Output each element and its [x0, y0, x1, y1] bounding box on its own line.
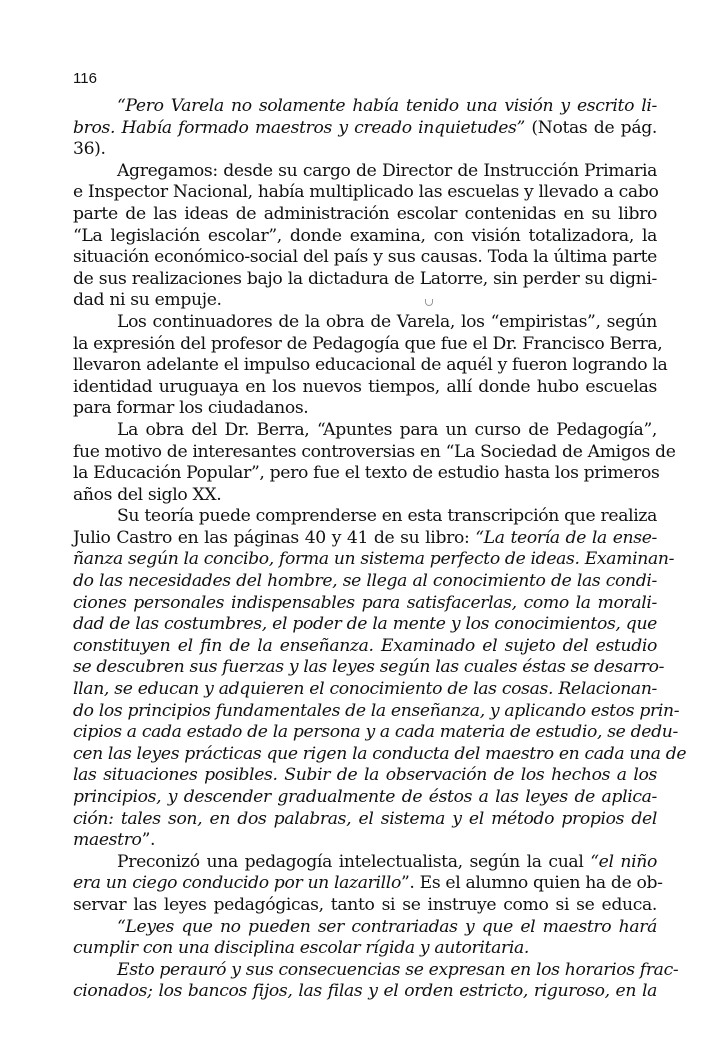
text-line	[73, 830, 657, 852]
text-run: Julio Castro en las páginas 40 y 41 de su libro:	[73, 527, 476, 548]
italic-text-run: cen las leyes prácticas que rigen la conducta del maestro en cada una de	[73, 743, 687, 764]
text-line	[73, 269, 657, 291]
text-line	[73, 377, 657, 399]
italic-text-run: Esto perauró y sus consecuencias se expresan en los horarios frac-	[117, 959, 679, 980]
text-line	[73, 938, 657, 960]
italic-text-run: dad de las costumbres, el poder de la mente y los conocimientos, que	[73, 614, 657, 635]
text-run: Su teoría puede comprenderse en esta transcripción que realiza	[117, 506, 657, 527]
text-run: años del siglo XX.	[73, 484, 222, 505]
text-line	[73, 549, 675, 571]
text-line	[73, 873, 663, 895]
text-line	[73, 852, 657, 874]
text-line	[73, 226, 657, 248]
text-line	[73, 485, 657, 507]
italic-text-run: “el niño	[590, 851, 657, 872]
text-run: Los continuadores de la obra de Varela, los “empiristas”, según	[117, 311, 657, 332]
text-run: de sus realizaciones bajo la dictadura de Latorre, sin perder su digni-	[73, 268, 657, 289]
italic-text-run: constituyen el fin de la enseñanza. Examinado el sujeto del estudio	[73, 635, 657, 656]
text-run: 36).	[73, 139, 106, 160]
italic-text-run: las situaciones posibles. Subir de la observación de los hechos a los	[73, 765, 657, 786]
italic-text-run: do los principios fundamentales de la enseñanza, y aplicando estos prin-	[73, 700, 680, 721]
text-run: parte de las ideas de administración escolar contenidas en su libro	[73, 203, 657, 224]
text-line	[73, 895, 657, 917]
text-run: (Notas de pág.	[524, 117, 657, 138]
text-run: “La legislación escolar”, donde examina, con visión totalizadora, la	[73, 225, 657, 246]
text-line	[73, 204, 657, 226]
text-line	[73, 118, 657, 140]
text-run: servar las leyes pedagógicas, tanto si se instruye como si se educa.	[73, 894, 657, 915]
text-line	[73, 700, 680, 723]
italic-text-run: cionados; los bancos fijos, las filas y el orden estricto, riguroso, en la	[73, 981, 657, 1002]
text-line	[73, 398, 657, 420]
text-line	[73, 679, 657, 701]
text-line	[73, 657, 665, 679]
text-line	[73, 636, 657, 658]
italic-text-run: se descubren sus fuerzas y las leyes según las cuales éstas se desarro-	[73, 657, 665, 678]
italic-text-run: llan, se educan y adquieren el conocimiento de las cosas. Relacionan-	[73, 679, 657, 700]
text-line	[73, 593, 657, 615]
text-run: e Inspector Nacional, había multiplicado las escuelas y llevado a cabo	[73, 182, 659, 203]
text-run: Agregamos: desde su cargo de Director de Instrucción Primaria	[117, 160, 657, 181]
text-line	[73, 247, 657, 269]
text-line	[73, 571, 657, 593]
italic-text-run: do las necesidades del hombre, se llega al conocimiento de las condi-	[73, 571, 657, 592]
text-line	[73, 787, 657, 809]
text-run: llevaron adelante el impulso educacional de aquél y fueron logrando la	[73, 355, 668, 376]
italic-text-run: bros. Había formado maestros y creado inquietudes”	[73, 117, 525, 138]
italic-text-run: cipios a cada estado de la persona y a cada materia de estudio, se dedu-	[73, 722, 678, 743]
page-number: 116	[73, 70, 97, 87]
text-run: la Educación Popular”, pero fue el texto de estudio hasta los primeros	[73, 463, 660, 484]
text-run: para formar los ciudadanos.	[73, 398, 309, 419]
italic-text-run: era un ciego conducido por un lazarillo	[73, 873, 401, 894]
italic-text-run: “Pero Varela no solamente había tenido una visión y escrito li-	[117, 96, 657, 116]
text-line	[73, 333, 663, 356]
text-line	[73, 441, 676, 464]
text-line	[73, 614, 657, 636]
text-line	[73, 161, 657, 183]
text-line	[73, 809, 657, 831]
italic-text-run: maestro	[73, 830, 142, 851]
text-line	[73, 182, 657, 204]
text-line	[73, 312, 657, 334]
text-run: fue motivo de interesantes controversias en “La Sociedad de Amigos de	[73, 441, 676, 462]
text-line	[73, 355, 668, 377]
text-run: ”.	[141, 830, 156, 851]
italic-text-run: ción: tales son, en dos palabras, el sistema y el método propios del	[73, 808, 657, 829]
italic-text-run: ñanza según la concibo, forma un sistema perfecto de ideas. Examinan-	[73, 549, 675, 570]
italic-text-run: principios, y descender gradualmente de éstos a las leyes de aplica-	[73, 787, 657, 807]
page-body-text	[73, 96, 687, 1003]
text-line	[73, 959, 679, 982]
text-run: situación económico-social del país y sus causas. Toda la última parte	[73, 247, 657, 268]
text-line	[73, 981, 657, 1003]
text-line	[73, 290, 657, 312]
text-run: la expresión del profesor de Pedagogía que fue el Dr. Francisco Berra,	[73, 333, 663, 354]
italic-text-run: ciones personales indispensables para satisfacerlas, como la morali-	[73, 592, 657, 613]
italic-text-run: “Leyes que no pueden ser contrariadas y que el maestro hará	[117, 916, 657, 937]
text-run: dad ni su empuje.	[73, 290, 222, 311]
text-run: La obra del Dr. Berra, “Apuntes para un curso de Pedagogía”,	[117, 419, 657, 440]
text-line	[73, 463, 660, 485]
text-line	[73, 96, 657, 118]
text-run: ”. Es el alumno quien ha de ob-	[400, 873, 663, 894]
italic-text-run: cumplir con una disciplina escolar rígida y autoritaria.	[73, 938, 529, 959]
text-run: Preconizó una pedagogía intelectualista, según la cual	[117, 851, 591, 872]
text-line	[73, 722, 678, 744]
text-line	[73, 765, 657, 787]
text-line	[73, 528, 657, 550]
text-line	[73, 917, 657, 939]
text-line	[73, 506, 657, 528]
text-run: identidad uruguaya en los nuevos tiempos, allí donde hubo escuelas	[73, 376, 657, 397]
italic-text-run: “La teoría de la ense-	[475, 527, 657, 548]
text-line	[73, 743, 687, 766]
text-line	[73, 139, 657, 161]
text-line	[73, 420, 657, 442]
